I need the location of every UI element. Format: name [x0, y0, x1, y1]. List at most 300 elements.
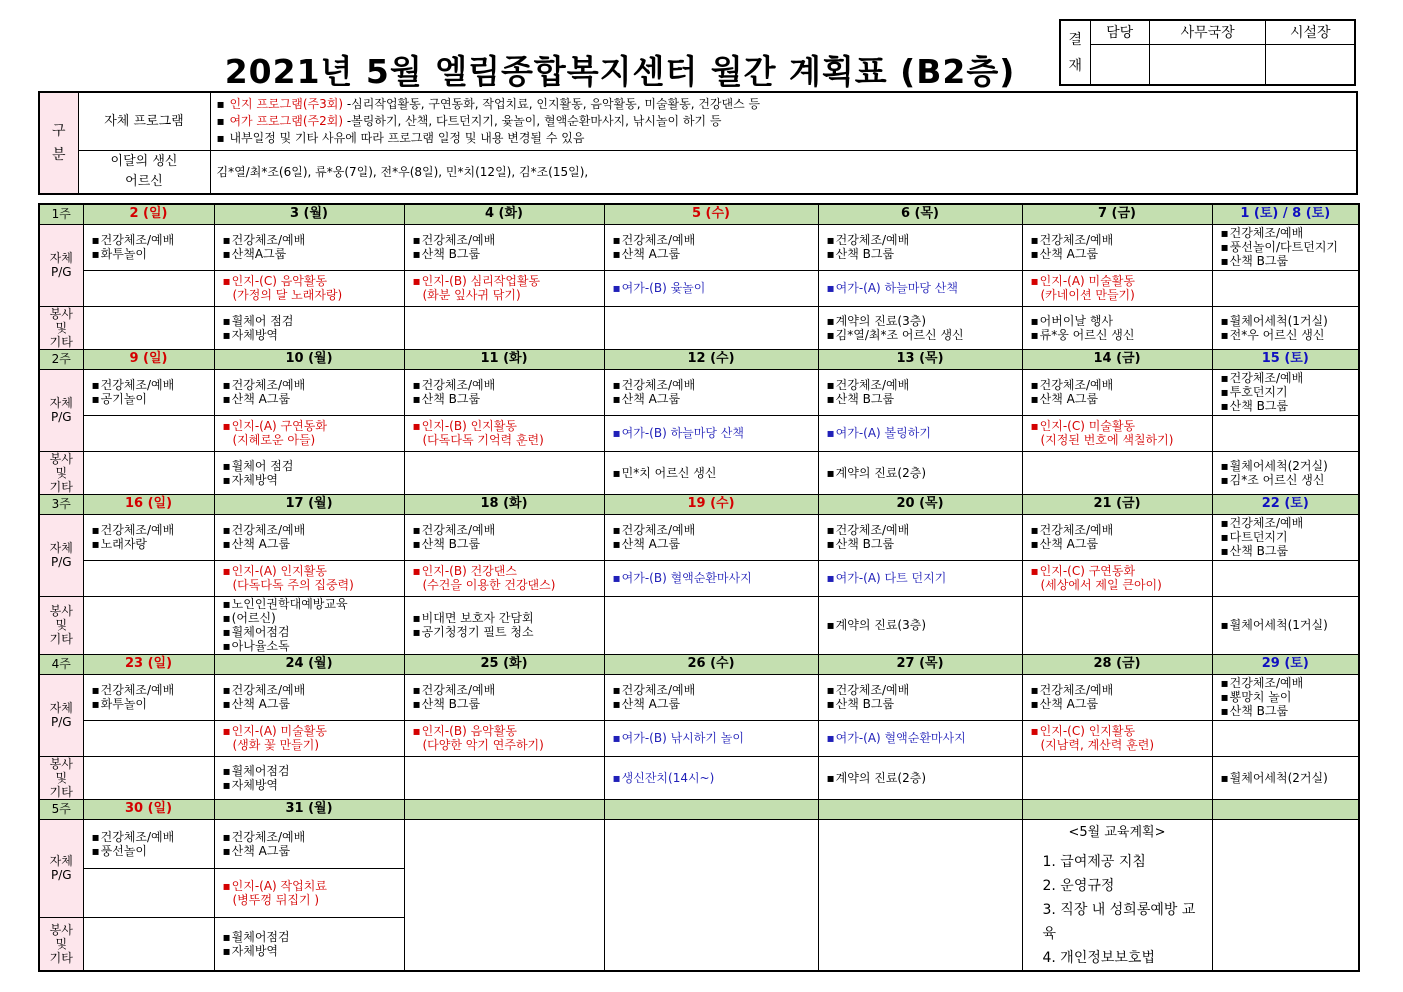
cognitive-program: (다독다독 주의 집중력) [232, 578, 354, 592]
schedule-item: ▪ 산책 B그룹 [827, 697, 1014, 711]
schedule-item: ▪ 계약의 진료(3층) [827, 314, 1014, 328]
schedule-item: ▪ 계약의 진료(3층) [827, 618, 1014, 632]
schedule-item: ▪ 화투놀이 [92, 697, 206, 711]
day-header: 27 (목) [818, 654, 1022, 674]
day-cell[interactable] [1022, 451, 1212, 494]
schedule-item: ▪ 풍선놀이/다트던지기 [1221, 240, 1351, 254]
cognitive-program: (수건을 이용한 건강댄스) [422, 578, 556, 592]
schedule-item: ▪ 공기청정기 필트 청소 [413, 625, 596, 639]
cognitive-program: ▪ 인지-(A) 작업치료 [223, 879, 396, 893]
day-header: 15 (토) [1212, 349, 1359, 369]
cognitive-program: (카네이션 만들기) [1040, 288, 1135, 302]
day-cell[interactable] [404, 674, 604, 720]
schedule-item: ▪ 휠체어 점검 [223, 314, 396, 328]
program-row [39, 819, 1359, 868]
schedule-item: ▪ 건강체조/예배 [1031, 378, 1204, 392]
week-label: 1주 [39, 204, 83, 224]
day-cell[interactable] [214, 819, 404, 868]
schedule-item: ▪ 건강체조/예배 [613, 378, 810, 392]
day-cell[interactable] [1212, 451, 1359, 494]
day-header: 5 (수) [604, 204, 818, 224]
education-item: 2. 운영규정 [1042, 877, 1115, 894]
day-cell[interactable] [1212, 224, 1359, 270]
day-cell[interactable] [1212, 306, 1359, 349]
schedule-item: ▪ 산책 A그룹 [223, 537, 396, 551]
cognitive-program: (다양한 악기 연주하기) [422, 738, 544, 752]
education-title: <5월 교육계획> [1068, 824, 1166, 840]
day-cell[interactable] [404, 415, 604, 451]
day-cell[interactable] [1212, 596, 1359, 654]
schedule-item: ▪ 건강체조/예배 [223, 683, 396, 697]
etc-row [39, 306, 1359, 349]
schedule-item: ▪ 산책 A그룹 [1031, 697, 1204, 711]
day-cell[interactable] [818, 674, 1022, 720]
day-cell[interactable] [604, 514, 818, 560]
day-header: 23 (일) [83, 654, 214, 674]
schedule-item: ▪ 산책 A그룹 [1031, 247, 1204, 261]
day-cell[interactable] [604, 224, 818, 270]
schedule-item: ▪ 아나율소독 [223, 639, 396, 653]
schedule-item: ▪ 산책 A그룹 [1031, 537, 1204, 551]
schedule-item: ▪ 휠체어점검 [223, 930, 396, 944]
day-cell[interactable] [83, 868, 214, 917]
day-header: 18 (화) [404, 494, 604, 514]
schedule-item: ▪ 건강체조/예배 [613, 523, 810, 537]
schedule-item: ▪ 휠체어 점검 [223, 459, 396, 473]
leisure-program: ▪ 여가-(B) 하늘마당 산책 [613, 426, 810, 440]
program-row [39, 674, 1359, 720]
day-header: 13 (목) [818, 349, 1022, 369]
schedule-item: ▪ 공기놀이 [92, 392, 206, 406]
day-cell[interactable] [214, 306, 404, 349]
schedule-item: ▪ 풍선놀이 [92, 844, 206, 858]
day-cell[interactable] [818, 596, 1022, 654]
schedule-item: ▪ 건강체조/예배 [827, 233, 1014, 247]
info-gubun-label: 구 분 [39, 92, 78, 194]
program-side-label: 자체 P/G [39, 514, 83, 596]
day-cell[interactable] [604, 560, 818, 596]
leisure-program: ▪ 여가-(A) 하늘마당 산책 [827, 281, 1014, 295]
schedule-item: ▪ 비대면 보호자 간담회 [413, 611, 596, 625]
day-header: 7 (금) [1022, 204, 1212, 224]
schedule-item: ▪ 산책 A그룹 [223, 392, 396, 406]
day-cell[interactable] [83, 270, 214, 306]
schedule-item: ▪ 건강체조/예배 [413, 378, 596, 392]
schedule-item: ▪ 산책 B그룹 [413, 392, 596, 406]
approval-col-manager: 담당 [1090, 20, 1149, 44]
day-cell[interactable] [83, 819, 214, 868]
schedule-item: ▪ 산책 B그룹 [827, 537, 1014, 551]
cognitive-program: ▪ 인지-(A) 미술활동 [1031, 274, 1204, 288]
schedule-item: ▪ 김*열/최*조 어르신 생신 [827, 328, 1014, 342]
cognitive-program: (지정된 번호에 색칠하기) [1040, 433, 1174, 447]
schedule-item: ▪ 건강체조/예배 [223, 233, 396, 247]
day-cell[interactable] [83, 369, 214, 415]
day-header: 17 (월) [214, 494, 404, 514]
day-cell[interactable] [214, 560, 404, 596]
cognitive-program: ▪ 인지-(C) 미술활동 [1031, 419, 1204, 433]
schedule-item: ▪ 산책 B그룹 [413, 697, 596, 711]
cognitive-program: ▪ 인지-(A) 구연동화 [223, 419, 396, 433]
day-cell[interactable] [404, 514, 604, 560]
schedule-item: ▪ 노인인권학대예방교육 [223, 597, 396, 611]
week-label: 4주 [39, 654, 83, 674]
cognitive-program: ▪ 인지-(B) 음악활동 [413, 724, 596, 738]
day-cell[interactable] [1212, 674, 1359, 720]
day-cell[interactable] [83, 596, 214, 654]
day-header: 11 (화) [404, 349, 604, 369]
day-cell[interactable] [404, 596, 604, 654]
day-cell[interactable] [604, 451, 818, 494]
cognitive-program: ▪ 인지-(C) 음악활동 [223, 274, 396, 288]
day-header: 26 (수) [604, 654, 818, 674]
day-cell[interactable] [1022, 720, 1212, 756]
cognitive-program: (생화 꽃 만들기) [232, 738, 320, 752]
schedule-item: ▪ 건강체조/예배 [827, 378, 1014, 392]
schedule-item: ▪ 산책 A그룹 [223, 844, 396, 858]
day-header: 30 (일) [83, 799, 214, 819]
day-cell[interactable] [604, 306, 818, 349]
approval-sign-director[interactable] [1266, 44, 1355, 85]
program-row-2 [39, 560, 1359, 596]
calendar-table [38, 203, 1360, 972]
day-cell[interactable] [1022, 415, 1212, 451]
schedule-item: ▪ 휠체어세척(1거실) [1221, 618, 1351, 632]
schedule-item: ▪ 산책 B그룹 [1221, 254, 1351, 268]
day-header-empty [404, 799, 604, 819]
program-side-label: 자체 P/G [39, 674, 83, 756]
approval-col-director: 시설장 [1266, 20, 1355, 44]
leisure-program: ▪ 여가-(A) 볼링하기 [827, 426, 1014, 440]
day-cell[interactable] [604, 674, 818, 720]
day-cell[interactable] [404, 560, 604, 596]
program-row-2 [39, 415, 1359, 451]
schedule-item: ▪ 투호던지기 [1221, 385, 1351, 399]
schedule-item: ▪ 계약의 진료(2층) [827, 771, 1014, 785]
schedule-item: ▪ 자체방역 [223, 778, 396, 792]
schedule-item: ▪ 건강체조/예배 [413, 523, 596, 537]
cognitive-program: ▪ 인지-(A) 인지활동 [223, 564, 396, 578]
schedule-item: ▪ 건강체조/예배 [1031, 683, 1204, 697]
day-header: 29 (토) [1212, 654, 1359, 674]
approval-sign-secretary[interactable] [1149, 44, 1266, 85]
day-cell[interactable] [1022, 369, 1212, 415]
cognitive-program: ▪ 인지-(B) 심리작업활동 [413, 274, 596, 288]
day-cell[interactable] [214, 415, 404, 451]
day-cell[interactable] [1022, 270, 1212, 306]
day-cell[interactable] [214, 756, 404, 799]
day-cell[interactable] [604, 270, 818, 306]
leisure-program: ▪ 여가-(B) 윷놀이 [613, 281, 810, 295]
day-cell[interactable] [1022, 224, 1212, 270]
day-header: 22 (토) [1212, 494, 1359, 514]
etc-side-label: 봉사 및 기타 [39, 596, 83, 654]
schedule-item: ▪ 자체방역 [223, 473, 396, 487]
schedule-item: ▪ 산책 B그룹 [827, 247, 1014, 261]
schedule-item: ▪ 생신잔치(14시~) [613, 771, 810, 785]
cognitive-program: (화분 잎사귀 닦기) [422, 288, 521, 302]
cognitive-program: ▪ 인지-(B) 인지활동 [413, 419, 596, 433]
schedule-item: ▪ 어버이날 행사 [1031, 314, 1204, 328]
day-cell[interactable] [1212, 720, 1359, 756]
schedule-item: ▪ 건강체조/예배 [92, 378, 206, 392]
etc-row [39, 596, 1359, 654]
cognitive-program: (다독다독 기억력 훈련) [422, 433, 544, 447]
schedule-item: ▪ 건강체조/예배 [92, 233, 206, 247]
day-cell[interactable] [818, 560, 1022, 596]
approval-label: 결 재 [1060, 20, 1090, 85]
schedule-item: ▪ 건강체조/예배 [1221, 516, 1351, 530]
schedule-item: ▪ 건강체조/예배 [1031, 523, 1204, 537]
schedule-item: ▪ 건강체조/예배 [223, 378, 396, 392]
day-cell[interactable] [214, 674, 404, 720]
schedule-item: ▪ 류*웅 어르신 생신 [1031, 328, 1204, 342]
day-cell[interactable] [1212, 270, 1359, 306]
cognitive-program: ▪ 인지-(B) 건강댄스 [413, 564, 596, 578]
program-line-leisure: ▪ 여가 프로그램(주2회) -볼링하기, 산책, 다트던지기, 윷놀이, 혈액순환마사지, 낚시놀이 하기 등 [217, 113, 1351, 130]
schedule-item: ▪ 산책 A그룹 [223, 697, 396, 711]
day-cell[interactable] [818, 306, 1022, 349]
day-header: 12 (수) [604, 349, 818, 369]
cognitive-program: (지남력, 계산력 훈련) [1040, 738, 1155, 752]
birthday-list: 김*열/최*조(6일), 류*웅(7일), 전*우(8일), 민*치(12일), 김*조(15일), [210, 151, 1357, 194]
schedule-item: ▪ 자체방역 [223, 328, 396, 342]
day-cell[interactable] [404, 756, 604, 799]
day-cell[interactable] [818, 720, 1022, 756]
day-header: 31 (월) [214, 799, 404, 819]
day-cell[interactable] [214, 369, 404, 415]
schedule-item: ▪ 계약의 진료(2층) [827, 466, 1014, 480]
day-header: 16 (일) [83, 494, 214, 514]
day-cell[interactable] [818, 369, 1022, 415]
day-cell[interactable] [214, 868, 404, 917]
day-cell[interactable] [214, 451, 404, 494]
schedule-item: ▪ 산책 B그룹 [413, 247, 596, 261]
day-cell[interactable] [214, 270, 404, 306]
day-cell[interactable] [404, 451, 604, 494]
schedule-item: ▪ 건강체조/예배 [92, 523, 206, 537]
day-cell[interactable] [1212, 369, 1359, 415]
cognitive-program: (세상에서 제일 큰아이) [1040, 578, 1162, 592]
day-cell[interactable] [83, 756, 214, 799]
day-cell[interactable] [214, 224, 404, 270]
etc-side-label: 봉사 및 기타 [39, 917, 83, 971]
day-cell[interactable] [83, 306, 214, 349]
etc-side-label: 봉사 및 기타 [39, 451, 83, 494]
day-cell[interactable] [404, 369, 604, 415]
day-cell[interactable] [214, 596, 404, 654]
leisure-program: ▪ 여가-(B) 혈액순환마사지 [613, 571, 810, 585]
schedule-item: ▪ 뿅망치 놀이 [1221, 690, 1351, 704]
day-header: 1 (토) / 8 (토) [1212, 204, 1359, 224]
schedule-item: ▪ 휠체어점검 [223, 625, 396, 639]
day-cell[interactable] [1212, 756, 1359, 799]
schedule-item: ▪ 산책 B그룹 [1221, 399, 1351, 413]
day-cell[interactable] [1022, 560, 1212, 596]
program-label: 자체 프로그램 [78, 92, 210, 151]
info-table [38, 91, 1358, 195]
day-cell[interactable] [214, 917, 404, 971]
day-cell[interactable] [1022, 514, 1212, 560]
schedule-item: ▪ 전*우 어르신 생신 [1221, 328, 1351, 342]
etc-row [39, 451, 1359, 494]
schedule-item: ▪ 건강체조/예배 [1221, 676, 1351, 690]
day-cell[interactable] [818, 415, 1022, 451]
schedule-item: ▪ 휠체어세척(2거실) [1221, 771, 1351, 785]
day-cell[interactable] [818, 756, 1022, 799]
cognitive-program: (가정의 달 노래자랑) [232, 288, 343, 302]
schedule-item: ▪ 건강체조/예배 [827, 523, 1014, 537]
day-cell[interactable] [604, 720, 818, 756]
day-cell[interactable] [404, 720, 604, 756]
day-header: 20 (목) [818, 494, 1022, 514]
schedule-item: ▪ 산책 B그룹 [827, 392, 1014, 406]
leisure-program: ▪ 여가-(A) 혈액순환마사지 [827, 731, 1014, 745]
day-header: 4 (화) [404, 204, 604, 224]
day-cell[interactable] [83, 674, 214, 720]
schedule-item: ▪ 민*치 어르신 생신 [613, 466, 810, 480]
program-line-cognitive: ▪ 인지 프로그램(주3회) -심리작업활동, 구연동화, 작업치료, 인지활동, 음악활동, 미술활동, 건강댄스 등 [217, 96, 1351, 113]
day-cell[interactable] [604, 596, 818, 654]
education-item: 1. 급여제공 지침 [1042, 853, 1146, 870]
education-item: 3. 직장 내 성희롱예방 교육 [1042, 901, 1196, 942]
day-cell[interactable] [818, 224, 1022, 270]
day-cell[interactable] [83, 415, 214, 451]
schedule-item: ▪ 건강체조/예배 [223, 830, 396, 844]
day-header-empty [818, 799, 1022, 819]
cognitive-program: ▪ 인지-(C) 구연동화 [1031, 564, 1204, 578]
etc-row [39, 756, 1359, 799]
day-cell[interactable] [1022, 596, 1212, 654]
schedule-item: ▪ 산책 A그룹 [613, 697, 810, 711]
schedule-item: ▪ 산책 B그룹 [413, 537, 596, 551]
approval-col-secretary: 사무국장 [1149, 20, 1266, 44]
program-side-label: 자체 P/G [39, 224, 83, 306]
program-description [210, 92, 1357, 151]
approval-sign-manager[interactable] [1090, 44, 1149, 85]
education-plan [1022, 819, 1212, 971]
day-cell[interactable] [83, 514, 214, 560]
program-side-label: 자체 P/G [39, 369, 83, 451]
schedule-item: ▪ 산책 A그룹 [1031, 392, 1204, 406]
day-cell[interactable] [404, 306, 604, 349]
day-cell[interactable] [818, 514, 1022, 560]
day-header: 28 (금) [1022, 654, 1212, 674]
day-header-empty [1022, 799, 1212, 819]
program-row-2 [39, 270, 1359, 306]
day-cell[interactable] [83, 224, 214, 270]
schedule-item: ▪ 김*조 어르신 생신 [1221, 473, 1351, 487]
day-cell[interactable] [1212, 514, 1359, 560]
day-cell[interactable] [1022, 756, 1212, 799]
day-header: 10 (월) [214, 349, 404, 369]
day-cell[interactable] [214, 514, 404, 560]
empty-cell [1212, 819, 1359, 971]
day-cell[interactable] [1212, 560, 1359, 596]
day-cell[interactable] [1212, 415, 1359, 451]
schedule-item: ▪ 산책 A그룹 [613, 537, 810, 551]
schedule-item: ▪ 건강체조/예배 [1221, 226, 1351, 240]
day-cell[interactable] [604, 415, 818, 451]
week-header-row [39, 494, 1359, 514]
week-header-row [39, 349, 1359, 369]
page-title: 2021년 5월 엘림종합복지센터 월간 계획표 (B2층) [224, 52, 1016, 91]
schedule-item: ▪ 건강체조/예배 [1221, 371, 1351, 385]
schedule-item: ▪ 건강체조/예배 [92, 830, 206, 844]
day-header: 19 (수) [604, 494, 818, 514]
schedule-item: ▪ 노래자랑 [92, 537, 206, 551]
schedule-item: ▪ 건강체조/예배 [613, 683, 810, 697]
week-header-row [39, 204, 1359, 224]
program-side-label: 자체 P/G [39, 819, 83, 917]
week-label: 3주 [39, 494, 83, 514]
schedule-item: ▪ 휠체어세척(2거실) [1221, 459, 1351, 473]
leisure-program: ▪ 여가-(B) 낚시하기 놀이 [613, 731, 810, 745]
day-header-empty [1212, 799, 1359, 819]
education-item: 4. 개인정보보호법 [1042, 949, 1155, 966]
day-cell[interactable] [404, 270, 604, 306]
program-line-notice: ▪ 내부일정 및 기타 사유에 따라 프로그램 일정 및 내용 변경될 수 있음 [217, 130, 1351, 147]
program-row-2 [39, 720, 1359, 756]
week-label: 5주 [39, 799, 83, 819]
schedule-item: ▪ 산책 A그룹 [613, 392, 810, 406]
cognitive-program: ▪ 인지-(C) 인지활동 [1031, 724, 1204, 738]
schedule-item: ▪ 자체방역 [223, 944, 396, 958]
week-header-row [39, 799, 1359, 819]
day-cell[interactable] [1022, 306, 1212, 349]
day-cell[interactable] [604, 756, 818, 799]
empty-cell [404, 819, 604, 971]
cognitive-program: (지혜로운 아들) [232, 433, 316, 447]
etc-side-label: 봉사 및 기타 [39, 306, 83, 349]
day-cell[interactable] [83, 560, 214, 596]
empty-cell [818, 819, 1022, 971]
schedule-item: ▪ 건강체조/예배 [413, 233, 596, 247]
day-header: 2 (일) [83, 204, 214, 224]
schedule-item: ▪ 휠체어점검 [223, 764, 396, 778]
schedule-item: ▪ 건강체조/예배 [223, 523, 396, 537]
birthday-label: 이달의 생신 어르신 [78, 151, 210, 194]
schedule-item: ▪ 건강체조/예배 [827, 683, 1014, 697]
schedule-item: ▪ 산책 A그룹 [613, 247, 810, 261]
leisure-program: ▪ 여가-(A) 다트 던지기 [827, 571, 1014, 585]
program-row [39, 224, 1359, 270]
day-header: 24 (월) [214, 654, 404, 674]
week-header-row [39, 654, 1359, 674]
schedule-item: ▪ 산책A그룹 [223, 247, 396, 261]
day-cell[interactable] [214, 720, 404, 756]
day-cell[interactable] [1022, 674, 1212, 720]
day-header: 25 (화) [404, 654, 604, 674]
cognitive-program: (병뚜껑 뒤집기 ) [232, 892, 320, 907]
day-cell[interactable] [604, 369, 818, 415]
day-header: 9 (일) [83, 349, 214, 369]
etc-side-label: 봉사 및 기타 [39, 756, 83, 799]
empty-cell [604, 819, 818, 971]
day-cell[interactable] [83, 917, 214, 971]
day-cell[interactable] [83, 451, 214, 494]
day-cell[interactable] [404, 224, 604, 270]
schedule-item: ▪ (어르신) [223, 611, 396, 625]
day-header: 6 (목) [818, 204, 1022, 224]
day-header-empty [604, 799, 818, 819]
day-cell[interactable] [818, 270, 1022, 306]
schedule-item: ▪ 건강체조/예배 [92, 683, 206, 697]
schedule-item: ▪ 산책 B그룹 [1221, 544, 1351, 558]
day-cell[interactable] [818, 451, 1022, 494]
program-row [39, 514, 1359, 560]
day-cell[interactable] [83, 720, 214, 756]
